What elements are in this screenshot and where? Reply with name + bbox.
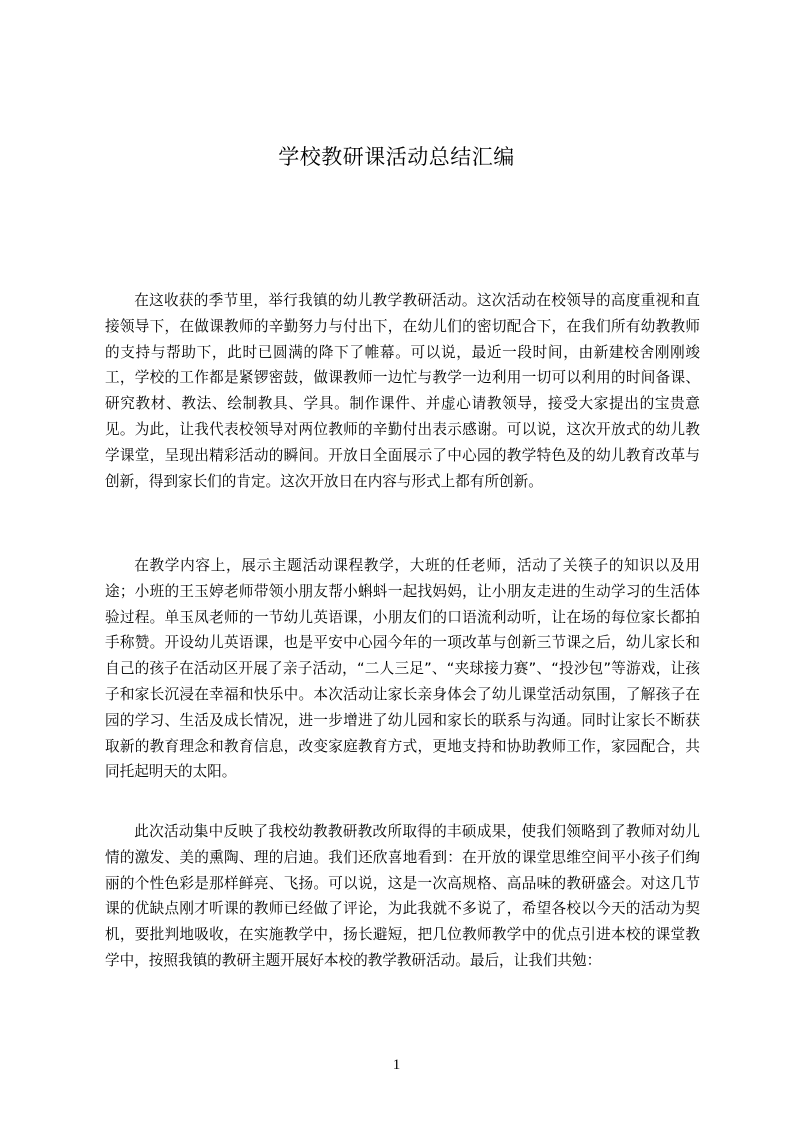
paragraph-1: 在这收获的季节里，举行我镇的幼儿教学教研活动。这次活动在校领导的高度重视和直接领导下，在做课教师的辛勤努力与付出下，在幼儿们的密切配合下，在我们所有幼教教师的支持与帮助下，此时已圆满的降下了帷幕。可以说，最近一段时间，由新建校舍刚刚竣工，学校的工作都是紧锣密鼓，做课教师一边忙与教学一边利用一切可以利用的时间备课、研究教材、教法、绘制教具、学具。制作课件、并虚心请教领导，接受大家提出的宝贵意见。为此，让我代表校领导对两位教师的辛勤付出表示感谢。可以说，这次开放式的幼儿教学课堂，呈现出精彩活动的瞬间。开放日全面展示了中心园的教学特色及的幼儿教育改革与创新，得到家长们的肯定。这次开放日在内容与形式上都有所创新。 <box>105 292 700 490</box>
page-number: 1 <box>392 1057 401 1073</box>
paragraph-2: 在教学内容上，展示主题活动课程教学，大班的任老师，活动了关筷子的知识以及用途；小班的王玉婷老师带领小朋友帮小蝌蚪一起找妈妈，让小朋友走进的生动学习的生活体验过程。单玉凤老师的一节幼儿英语课，小朋友们的口语流利动听，让在场的每位家长都拍手称赞。开设幼儿英语课，也是平安中心园今年的一项改革与创新三节课之后，幼儿家长和自己的孩子在活动区开展了亲子活动，“二人三足”、“夹球接力赛”、“投沙包”等游戏，让孩子和家长沉浸在幸福和快乐中。本次活动让家长亲身体会了幼儿课堂活动氛围，了解孩子在园的学习、生活及成长情况，进一步增进了幼儿园和家长的联系与沟通。同时让家长不断获取新的教育理念和教育信息，改变家庭教育方式，更地支持和协助教师工作，家园配合，共同托起明天的太阳。 <box>105 557 700 781</box>
document-title: 学校教研课活动总结汇编 <box>278 145 515 169</box>
paragraph-3: 此次活动集中反映了我校幼教教研教改所取得的丰硕成果，使我们领略到了教师对幼儿情的激发、美的熏陶、理的启迪。我们还欣喜地看到：在开放的课堂思维空间平小孩子们绚丽的个性色彩是那样鲜亮、飞扬。可以说，这是一次高规格、高品味的教研盛会。对这几节课的优缺点刚才听课的教师已经做了评论，为此我就不多说了，希望各校以今天的活动为契机，要批判地吸收，在实施教学中，扬长避短，把几位教师教学中的优点引进本校的课堂教学中，按照我镇的教研主题开展好本校的教学教研活动。最后，让我们共勉： <box>105 823 700 969</box>
